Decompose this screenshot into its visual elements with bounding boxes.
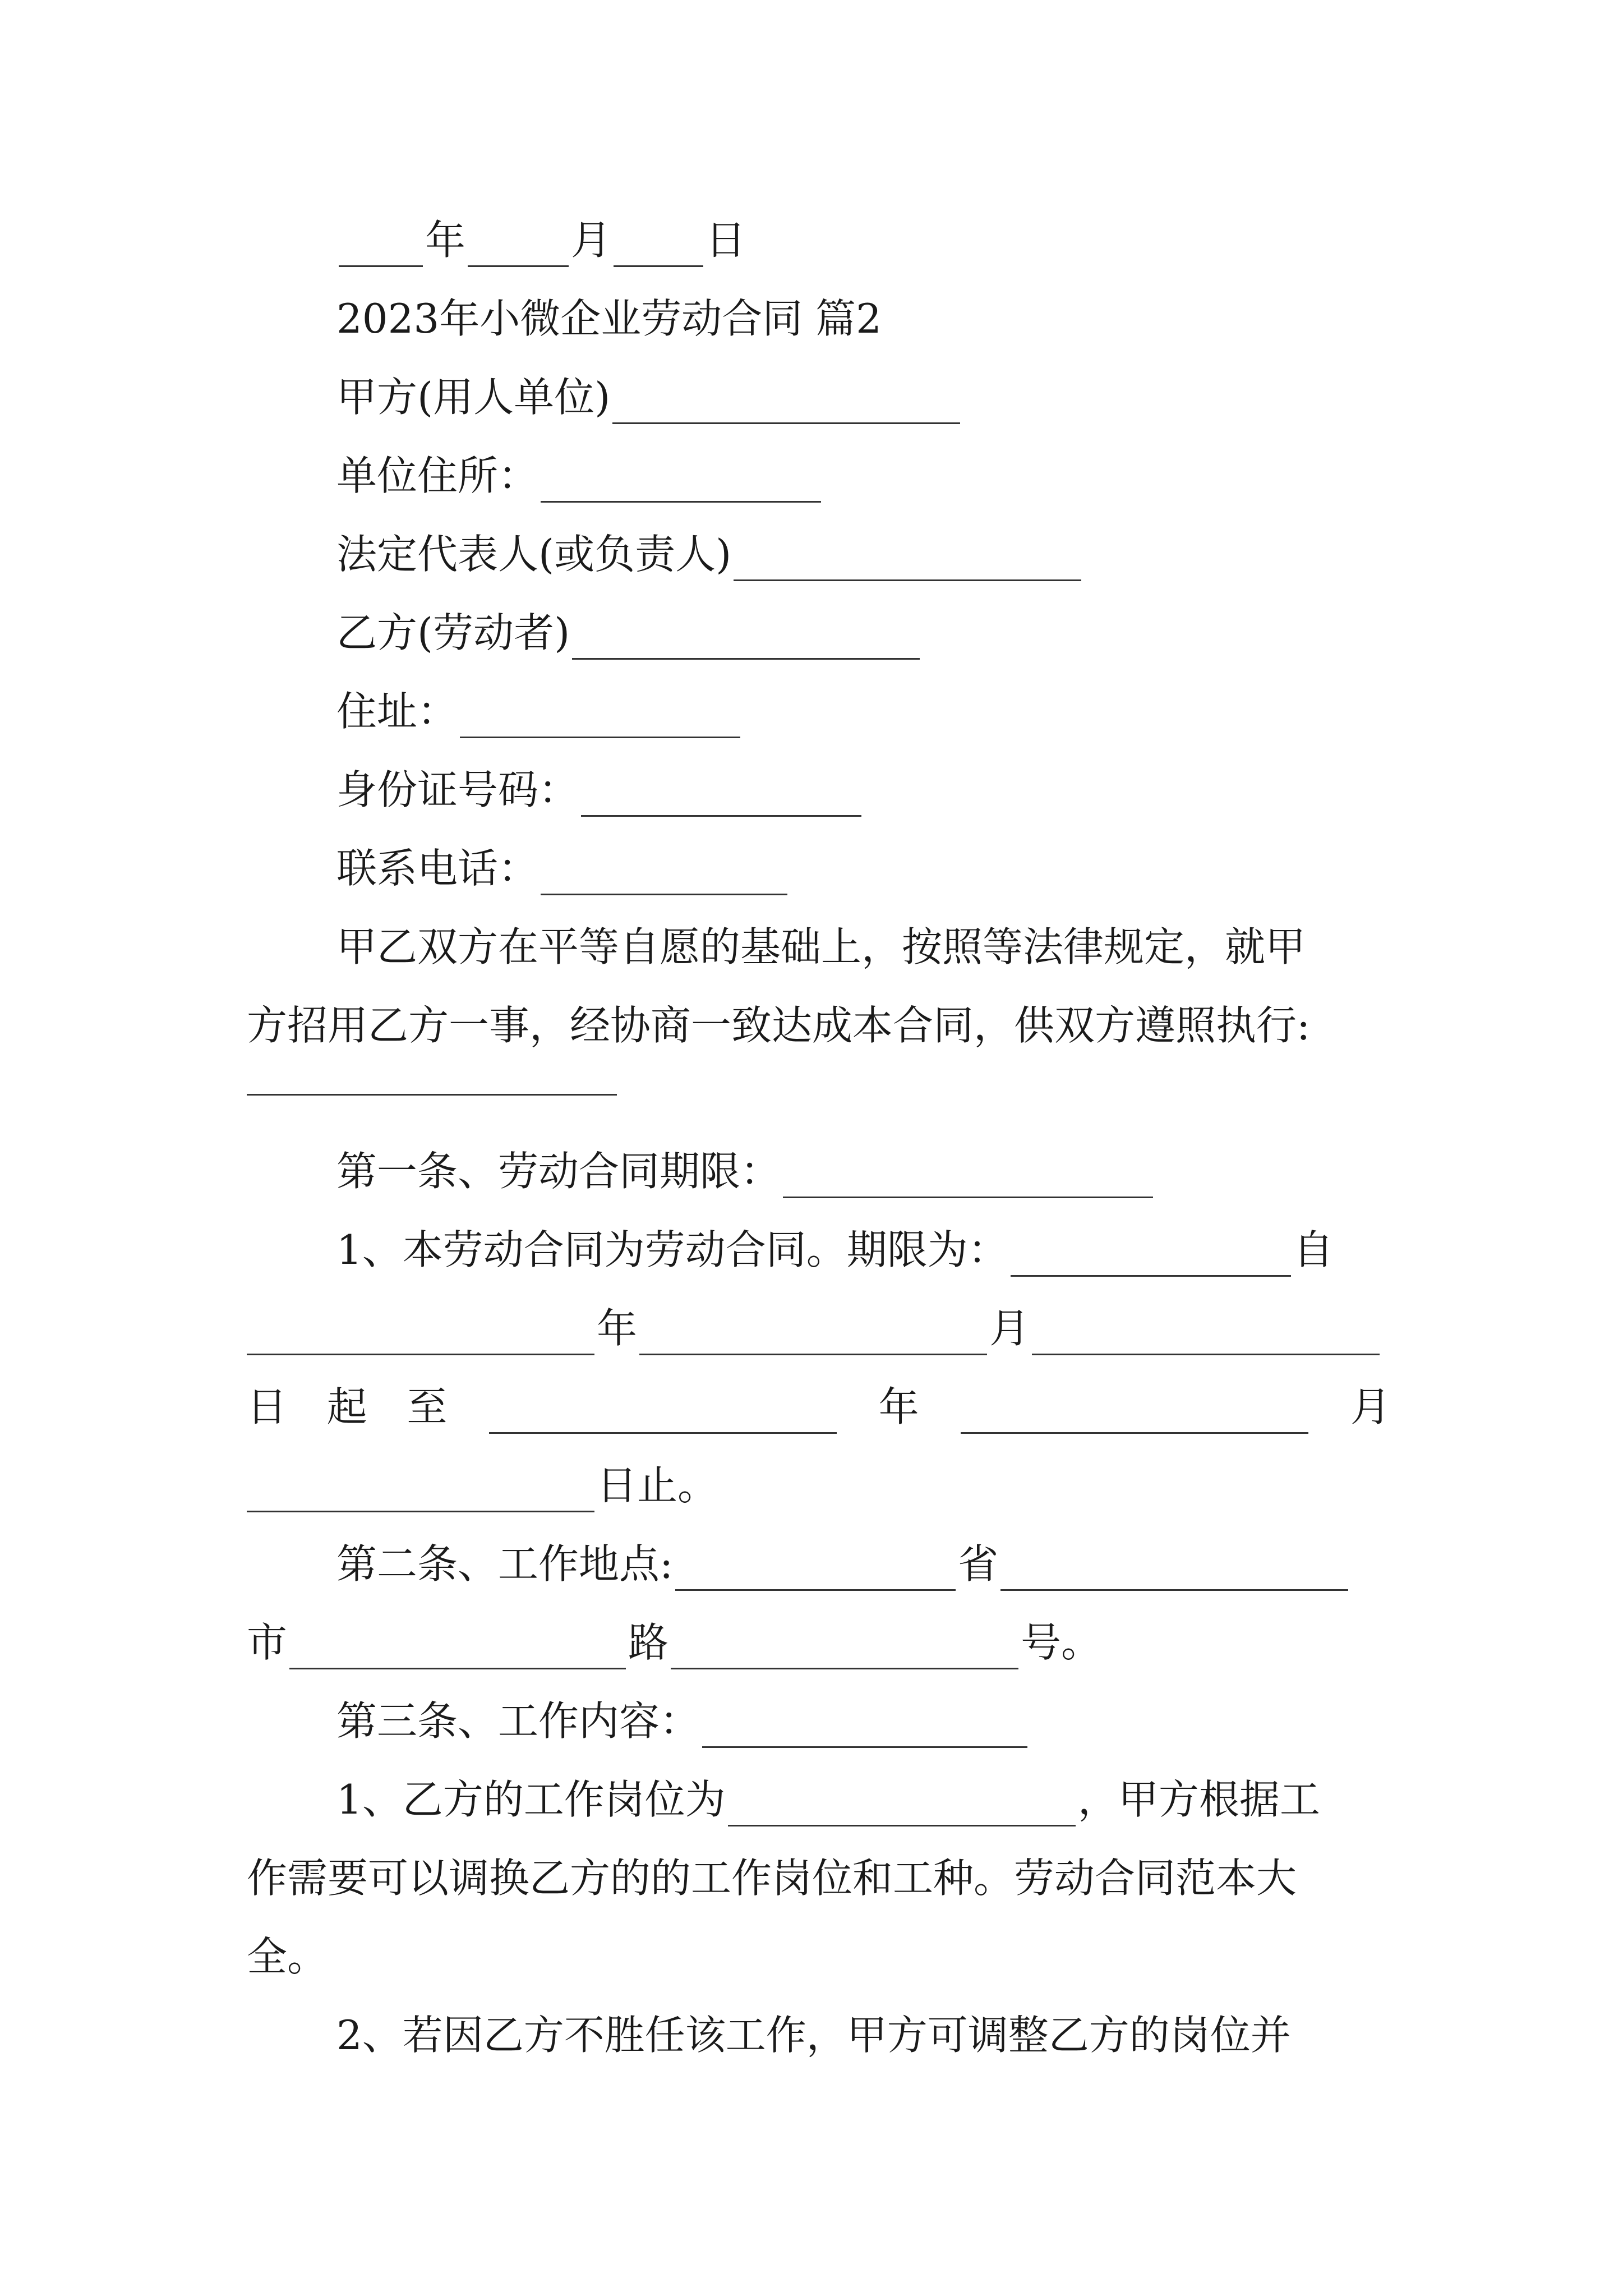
contract-title [247,292,1391,346]
city-blank [289,1628,626,1669]
phone-label: 联系电话： [336,845,539,892]
article-2-title: 第二条、工作地点: [336,1540,674,1588]
start-month-blank [639,1314,987,1355]
contract-title-text: 2023年小微企业劳动合同 篇2 [336,295,882,342]
legal-rep-line [247,527,1391,581]
article-1-blank [783,1157,1153,1198]
article-2-line-1 [247,1537,1391,1591]
article-3-p1-text-b: ，甲方根据工 [1077,1776,1320,1823]
article-3-p2-text: 2、若因乙方不胜任该工作，甲方可调整乙方的岗位并 [336,2012,1291,2059]
start-month-label: 月 [989,1305,1030,1352]
id-number-label: 身份证号码： [336,766,579,813]
article-3-p1-text-a: 1、乙方的工作岗位为 [336,1776,726,1823]
party-a-line [247,370,1391,424]
end-year-label: 年 [878,1383,919,1430]
end-year-blank [489,1393,837,1434]
road-label: 路 [628,1619,669,1666]
party-a-blank [612,383,960,424]
year-blank [339,226,423,267]
location-blank [675,1550,956,1591]
id-number-line [247,763,1391,817]
number-label: 号。 [1021,1619,1102,1666]
day-label: 日 [706,217,746,264]
unit-address-line [247,449,1391,503]
party-b-label: 乙方(劳动者) [336,609,570,656]
start-year-label: 年 [597,1305,638,1352]
article-3-blank [702,1707,1027,1748]
address-line [247,684,1391,738]
start-day-blank [1032,1314,1380,1355]
unit-address-blank [541,462,821,503]
intro-blank-line [247,1055,1391,1096]
province-blank [1000,1550,1348,1591]
article-3-p1-text-d: 全。 [247,1933,328,1980]
article-3-title: 第三条、工作内容： [336,1697,700,1745]
article-3-p1-line-2 [247,1851,1391,1905]
article-1-from: 自 [1293,1226,1334,1273]
end-day-label: 日止。 [597,1462,718,1509]
phone-blank [541,854,787,895]
legal-rep-blank [734,540,1081,581]
party-a-label: 甲方(用人单位) [336,374,611,421]
article-2-line-2 [247,1616,1391,1669]
road-blank [671,1628,1018,1669]
city-label: 市 [247,1619,288,1666]
article-3-p1-line-1 [247,1773,1391,1826]
province-label: 省 [958,1540,999,1588]
end-month-blank [961,1393,1308,1434]
start-day-label: 日 [247,1383,288,1430]
month-label: 月 [571,217,612,264]
intro-text-2: 方招用乙方一事，经协商一致达成本合同，供双方遵照执行: [247,1002,1311,1049]
month-blank [468,226,569,267]
term-blank [1011,1236,1291,1277]
article-3-p2-line [247,2008,1391,2062]
article-1-date-line-2 [247,1380,1391,1434]
article-1-date-line-3 [247,1458,1391,1512]
from-label: 起 [326,1383,367,1430]
article-1-title: 第一条、劳动合同期限： [336,1148,781,1195]
intro-text-1: 甲乙双方在平等自愿的基础上，按照等法律规定，就甲 [336,923,1306,970]
id-number-blank [581,776,861,817]
article-1-p1-line [247,1223,1391,1277]
intro-line-1 [247,920,1391,974]
job-position-blank [728,1786,1076,1826]
date-line [336,213,1481,267]
article-1-title-line [247,1144,1391,1198]
phone-line [247,841,1391,895]
address-label: 住址： [336,688,458,735]
year-label: 年 [425,217,466,264]
intro-blank [247,1055,617,1096]
party-b-line [247,606,1391,660]
article-3-p1-text-c: 作需要可以调换乙方的的工作岗位和工种。劳动合同范本大 [247,1855,1297,1902]
end-month-label: 月 [1350,1383,1391,1430]
intro-line-2 [247,999,1391,1052]
to-label: 至 [407,1383,448,1430]
unit-address-label: 单位住所： [336,452,539,499]
article-1-p1-text: 1、本劳动合同为劳动合同。期限为： [336,1226,1008,1273]
legal-rep-label: 法定代表人(或负责人) [336,531,732,578]
article-3-p1-line-3 [247,1930,1391,1984]
article-3-title-line [247,1694,1391,1748]
day-blank [614,226,703,267]
party-b-blank [572,619,920,660]
end-day-blank [247,1471,594,1512]
start-year-blank [247,1314,594,1355]
article-1-date-line-1 [247,1301,1391,1355]
address-blank [460,697,740,738]
